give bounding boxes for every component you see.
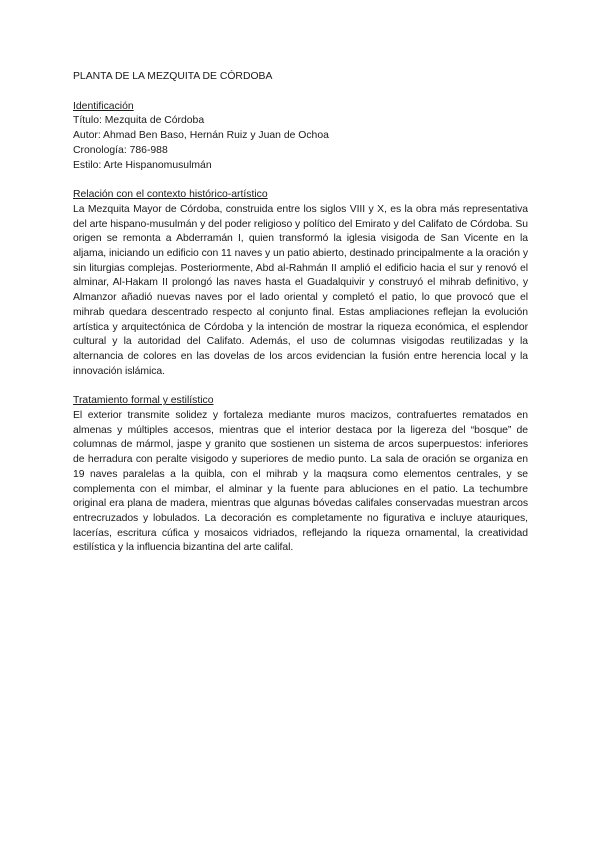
document-title: PLANTA DE LA MEZQUITA DE CÓRDOBA [73, 71, 273, 82]
section-tratamiento [73, 394, 528, 556]
paragraph-relacion: La Mezquita Mayor de Córdoba, construida entre los siglos VIII y X, es la obra más representativa del arte hispano-musulmán y del poder religioso y político del Emirato y del Califato de Córdoba. Su origen se remonta a Abderramán I, quien transformó la iglesia visigoda de San Vicente en la aljama, iniciando un edificio con 11 naves y un patio abierto, destinado principalmente a la oración y sin liturgias complejas. Posteriormente, Abd al-Rahmán II amplió el edificio hacia el sur y renovó el alminar, Al-Hakam II prolongó las naves hasta el Guadalquivir y construyó el mihrab definitivo, y Almanzor añadió nuevas naves por el lado oriental y completó el patio, lo que provocó que el mihrab quedara descentrado respecto al conjunto final. Estas ampliaciones reflejan la evolución artística y arquitectónica de Córdoba y la intención de mostrar la riqueza económica, el esplendor cultural y la autoridad del Califato. Además, el uso de columnas visigodas reutilizadas y la alternancia de colores en las dovelas de los arcos evidencian la fusión entre herencia local y la innovación islámica. [73, 203, 528, 377]
document-body [73, 70, 528, 571]
field-label: Autor: [73, 130, 104, 142]
field-titulo [73, 114, 528, 129]
field-value: Mezquita de Córdoba [104, 115, 205, 127]
paragraph-tratamiento: El exterior transmite solidez y fortaleza mediante muros macizos, contrafuertes rematados en almenas y múltiples accesos, mientras que el interior destaca por la ligereza del “bosque” de columnas de mármol, jaspe y granito que sostienen un sistema de arcos superpuestos: inferiores de herradura con peralte visigodo y superiores de medio punto. La sala de oración se organiza en 19 naves paralelas a la quibla, con el mihrab y la maqsura como elementos centrales, y se complementa con el mimbar, el alminar y la fuente para abluciones en el patio. La techumbre original era plana de madera, mientras que algunas bóvedas califales conservadas muestran arcos entrecruzados y lobulados. La decoración es completamente no figurativa e incluye atauriques, lacerías, escritura cúfica y mosaicos vidriados, reflejando la riqueza ornamental, la creatividad estilística y la influencia bizantina del arte califal. [73, 410, 528, 554]
field-value: 786-988 [129, 144, 168, 156]
field-value: Ahmad Ben Baso, Hernán Ruiz y Juan de Ochoa [103, 130, 329, 142]
field-label: Estilo: [73, 159, 104, 171]
field-estilo [73, 159, 528, 174]
field-autor [73, 129, 528, 144]
field-label: Cronología: [73, 144, 130, 156]
field-label: Título: [73, 115, 105, 127]
field-cronologia [73, 144, 528, 159]
section-relacion [73, 188, 528, 379]
section-heading-tratamiento: Tratamiento formal y estilístico [73, 395, 214, 407]
field-value: Arte Hispanomusulmán [103, 159, 212, 171]
section-heading-identificacion: Identificación [73, 100, 134, 112]
section-heading-relacion: Relación con el contexto histórico-artístico [73, 189, 268, 201]
section-identificacion [73, 100, 528, 174]
